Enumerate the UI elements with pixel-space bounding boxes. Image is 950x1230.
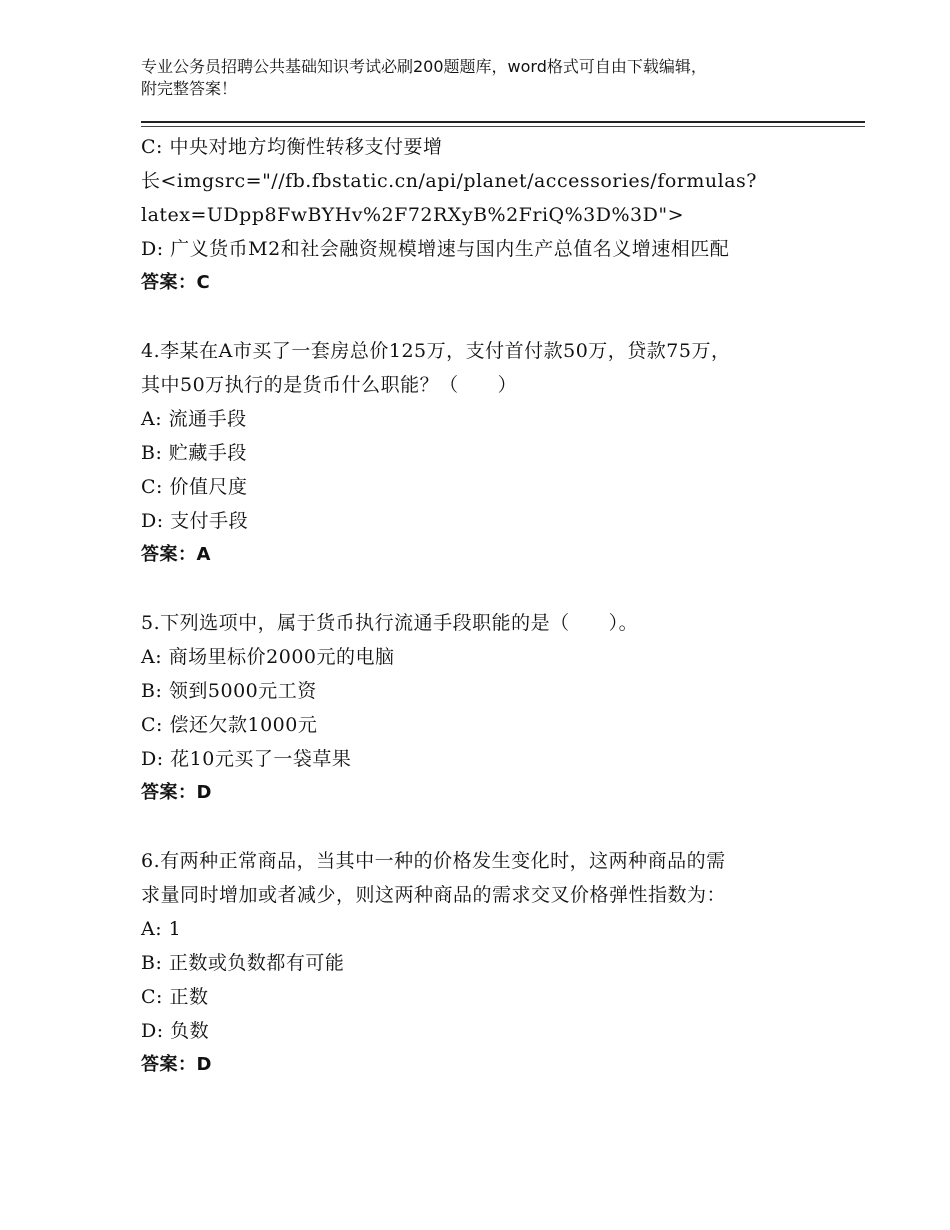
q5-option-d: D: 花10元买了一袋草果	[141, 748, 352, 770]
question-3-tail	[141, 130, 841, 300]
q5-option-c: C: 偿还欠款1000元	[141, 714, 318, 736]
q6-stem-line-1: 6.有两种正常商品，当其中一种的价格发生变化时，这两种商品的需	[141, 850, 726, 872]
q6-option-a: A: 1	[141, 918, 182, 940]
header-rule-thin	[141, 126, 865, 127]
q5-stem-line-1: 5.下列选项中，属于货币执行流通手段职能的是（ ）。	[141, 612, 639, 634]
header-line-1: 专业公务员招聘公共基础知识考试必刷200题题库，word格式可自由下载编辑，	[141, 57, 707, 76]
q6-stem-line-2: 求量同时增加或者减少，则这两种商品的需求交叉价格弹性指数为：	[141, 884, 727, 906]
q4-option-c: C: 价值尺度	[141, 476, 248, 498]
q6-answer: 答案：D	[141, 1054, 212, 1075]
q4-option-d: D: 支付手段	[141, 510, 249, 532]
q3-answer: 答案：C	[141, 272, 211, 293]
q4-stem-line-1: 4.李某在A市买了一套房总价125万，支付首付款50万，贷款75万，	[141, 340, 731, 362]
header-line-2: 附完整答案！	[141, 79, 238, 98]
q6-option-b: B: 正数或负数都有可能	[141, 952, 345, 974]
spacer	[141, 572, 841, 606]
question-4	[141, 334, 841, 572]
q4-stem-line-2: 其中50万执行的是货币什么职能？（ ）	[141, 374, 518, 396]
q4-option-a: A: 流通手段	[141, 408, 247, 430]
spacer	[141, 300, 841, 334]
q3-option-c-line-1: C: 中央对地方均衡性转移支付要增	[141, 136, 443, 158]
question-6	[141, 844, 841, 1082]
question-5	[141, 606, 841, 810]
q4-option-b: B: 贮藏手段	[141, 442, 247, 464]
q3-option-c-line-2: 长<imgsrc="//fb.fbstatic.cn/api/planet/accessories/formulas?	[141, 170, 757, 192]
question-content	[141, 130, 841, 1082]
spacer	[141, 810, 841, 844]
q3-option-c-line-3: latex=UDpp8FwBYHv%2F72RXyB%2FriQ%3D%3D">	[141, 204, 685, 226]
q6-option-d: D: 负数	[141, 1020, 210, 1042]
q4-answer: 答案：A	[141, 544, 211, 565]
q6-option-c: C: 正数	[141, 986, 209, 1008]
q5-option-b: B: 领到5000元工资	[141, 680, 317, 702]
q5-answer: 答案：D	[141, 782, 212, 803]
header-rule-thick	[141, 121, 865, 123]
q3-option-d: D: 广义货币M2和社会融资规模增速与国内生产总值名义增速相匹配	[141, 238, 730, 260]
q5-option-a: A: 商场里标价2000元的电脑	[141, 646, 395, 668]
page-header	[141, 56, 831, 100]
